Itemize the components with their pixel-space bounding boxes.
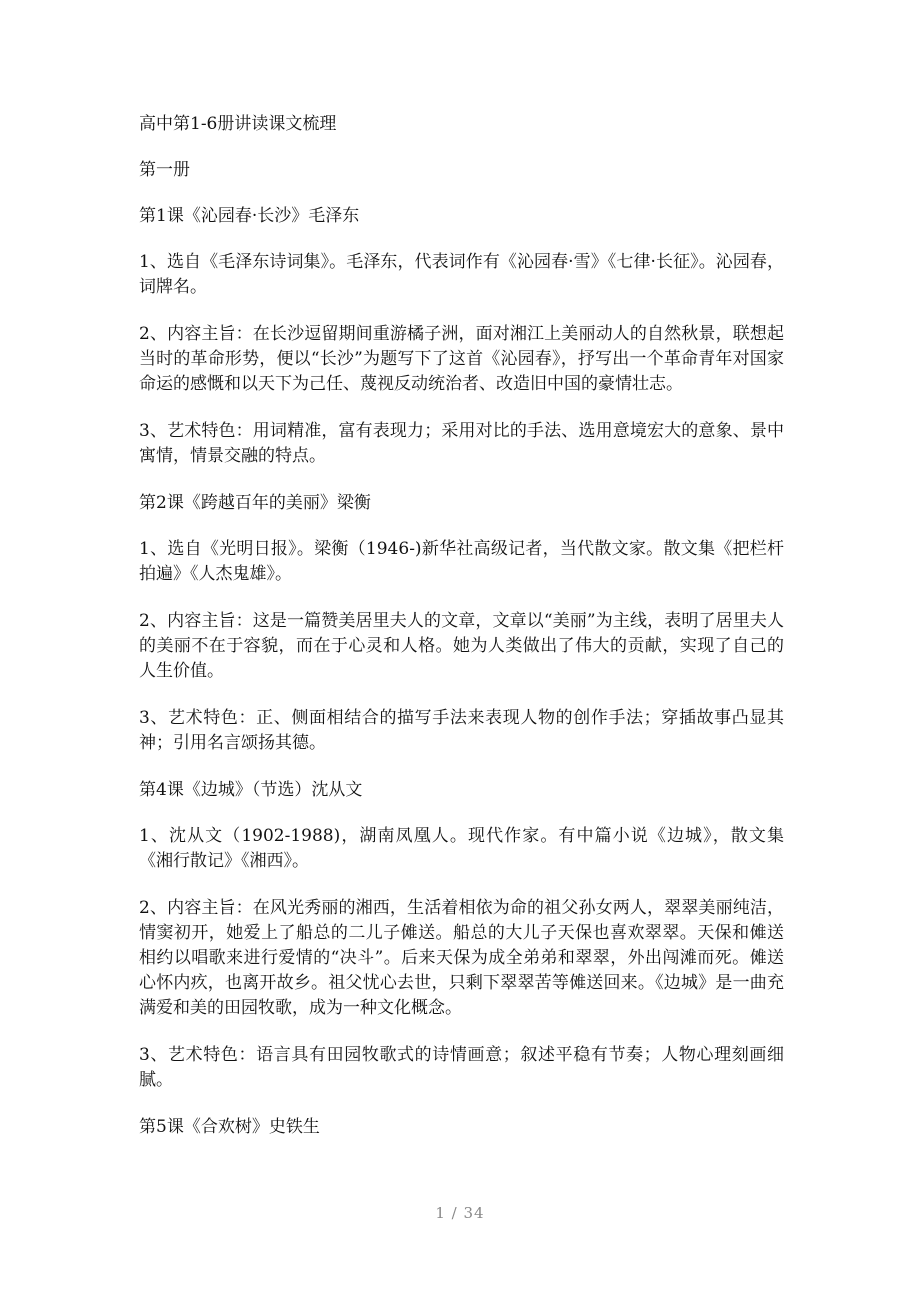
lesson-heading: 第2课《跨越百年的美丽》梁衡 xyxy=(139,493,371,513)
document-body xyxy=(139,112,784,1161)
lesson-heading: 第5课《合欢树》史铁生 xyxy=(139,1117,320,1137)
lesson-point: 2、内容主旨：在风光秀丽的湘西，生活着相依为命的祖父孙女两人，翠翠美丽纯洁，情窦初开，她爱上了船总的二儿子傩送。船总的大儿子天保也喜欢翠翠。天保和傩送相约以唱歌来进行爱情的“决斗”。后来天保为成全弟弟和翠翠，外出闯滩而死。傩送心怀内疚，也离开故乡。祖父忧心去世，只剩下翠翠苦等傩送回来。《边城》是一曲充满爱和美的田园牧歌，成为一种文化概念。 xyxy=(139,898,784,1018)
lesson-point: 3、艺术特色：语言具有田园牧歌式的诗情画意；叙述平稳有节奏；人物心理刻画细腻。 xyxy=(139,1045,784,1090)
lesson-point: 1、沈从文（1902-1988)，湖南凤凰人。现代作家。有中篇小说《边城》，散文集《湘行散记》《湘西》。 xyxy=(139,826,784,871)
lesson-point: 2、内容主旨：在长沙逗留期间重游橘子洲，面对湘江上美丽动人的自然秋景，联想起当时的革命形势，便以“长沙”为题写下了这首《沁园春》，抒写出一个革命青年对国家命运的感慨和以天下为己任、蔑视反动统治者、改造旧中国的豪情壮志。 xyxy=(139,324,784,394)
lesson-point: 2、内容主旨：这是一篇赞美居里夫人的文章，文章以“美丽”为主线，表明了居里夫人的美丽不在于容貌，而在于心灵和人格。她为人类做出了伟大的贡献，实现了自己的人生价值。 xyxy=(139,611,784,681)
volume-heading: 第一册 xyxy=(139,160,190,180)
page-indicator: 1 / 34 xyxy=(435,1204,485,1222)
lesson-point: 1、选自《光明日报》。梁衡（1946-)新华社高级记者，当代散文家。散文集《把栏杆拍遍》《人杰鬼雄》。 xyxy=(139,539,784,584)
document-title: 高中第1-6册讲读课文梳理 xyxy=(139,114,337,134)
lesson-point: 1、选自《毛泽东诗词集》。毛泽东，代表词作有《沁园春·雪》《七律·长征》。沁园春，词牌名。 xyxy=(139,252,784,297)
lesson-heading: 第1课《沁园春·长沙》毛泽东 xyxy=(139,206,360,226)
lesson-point: 3、艺术特色：正、侧面相结合的描写手法来表现人物的创作手法；穿插故事凸显其神；引用名言颂扬其德。 xyxy=(139,708,784,753)
lesson-point: 3、艺术特色：用词精准，富有表现力；采用对比的手法、选用意境宏大的意象、景中寓情，情景交融的特点。 xyxy=(139,421,784,466)
lesson-heading: 第4课《边城》（节选）沈从文 xyxy=(139,780,363,800)
